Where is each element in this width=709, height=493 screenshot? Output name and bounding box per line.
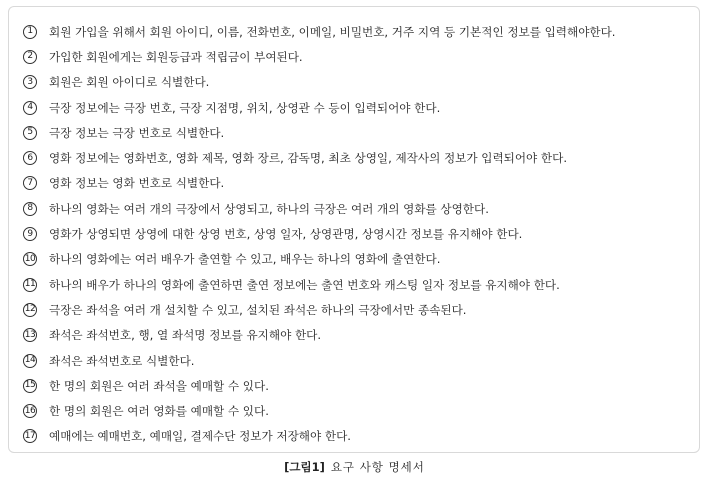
list-item: [23, 272, 616, 297]
item-number-badge: 1: [23, 25, 37, 39]
list-item: [23, 120, 616, 145]
requirement-text: 영화 정보에는 영화번호, 영화 제목, 영화 장르, 감독명, 최초 상영일, 제작사의 정보가 입력되어야 한다.: [49, 151, 568, 166]
item-number-badge: 17: [23, 429, 37, 443]
requirements-list: [23, 19, 616, 449]
figure-title: 요구 사항 명세서: [330, 460, 425, 474]
requirement-text: 극장 정보는 극장 번호로 식별한다.: [49, 125, 225, 140]
requirement-text: 한 명의 회원은 여러 영화를 예매할 수 있다.: [49, 404, 269, 419]
list-item: [23, 424, 616, 449]
figure-caption: [0, 459, 709, 475]
requirements-panel: [8, 6, 700, 453]
list-item: [23, 398, 616, 423]
list-item: [23, 70, 616, 95]
requirement-text: 한 명의 회원은 여러 좌석을 예매할 수 있다.: [49, 378, 269, 393]
requirement-text: 회원은 회원 아이디로 식별한다.: [49, 75, 210, 90]
requirement-text: 가입한 회원에게는 회원등급과 적립금이 부여된다.: [49, 49, 303, 64]
requirement-text: 하나의 영화는 여러 개의 극장에서 상영되고, 하나의 극장은 여러 개의 영화를 상영한다.: [49, 201, 489, 216]
requirement-text: 좌석은 좌석번호, 행, 열 좌석명 정보를 유지해야 한다.: [49, 328, 322, 343]
requirement-text: 예매에는 예매번호, 예매일, 결제수단 정보가 저장해야 한다.: [49, 429, 351, 444]
requirement-text: 회원 가입을 위해서 회원 아이디, 이름, 전화번호, 이메일, 비밀번호, 거주 지역 등 기본적인 정보를 입력해야한다.: [49, 24, 616, 39]
list-item: [23, 44, 616, 69]
requirement-text: 좌석은 좌석번호로 식별한다.: [49, 353, 195, 368]
item-number-badge: 13: [23, 328, 37, 342]
item-number-badge: 11: [23, 278, 37, 292]
item-number-badge: 2: [23, 50, 37, 64]
requirement-text: 하나의 영화에는 여러 배우가 출연할 수 있고, 배우는 하나의 영화에 출연한다.: [49, 252, 441, 267]
list-item: [23, 196, 616, 221]
requirement-text: 극장 정보에는 극장 번호, 극장 지점명, 위치, 상영관 수 등이 입력되어야 한다.: [49, 100, 441, 115]
item-number-badge: 10: [23, 252, 37, 266]
requirement-text: 영화가 상영되면 상영에 대한 상영 번호, 상영 일자, 상영관명, 상영시간 정보를 유지해야 한다.: [49, 227, 523, 242]
requirement-text: 극장은 좌석을 여러 개 설치할 수 있고, 설치된 좌석은 하나의 극장에서만 종속된다.: [49, 302, 467, 317]
list-item: [23, 19, 616, 44]
item-number-badge: 3: [23, 75, 37, 89]
list-item: [23, 297, 616, 322]
item-number-badge: 12: [23, 303, 37, 317]
list-item: [23, 171, 616, 196]
item-number-badge: 6: [23, 151, 37, 165]
figure-label: [그림1]: [284, 460, 325, 474]
item-number-badge: 9: [23, 227, 37, 241]
item-number-badge: 14: [23, 354, 37, 368]
item-number-badge: 8: [23, 202, 37, 216]
list-item: [23, 221, 616, 246]
item-number-badge: 7: [23, 176, 37, 190]
list-item: [23, 348, 616, 373]
list-item: [23, 95, 616, 120]
item-number-badge: 16: [23, 404, 37, 418]
item-number-badge: 5: [23, 126, 37, 140]
list-item: [23, 373, 616, 398]
list-item: [23, 247, 616, 272]
list-item: [23, 323, 616, 348]
list-item: [23, 145, 616, 170]
requirement-text: 영화 정보는 영화 번호로 식별한다.: [49, 176, 225, 191]
item-number-badge: 15: [23, 379, 37, 393]
requirement-text: 하나의 배우가 하나의 영화에 출연하면 출연 정보에는 출연 번호와 캐스팅 일자 정보를 유지해야 한다.: [49, 277, 560, 292]
item-number-badge: 4: [23, 101, 37, 115]
